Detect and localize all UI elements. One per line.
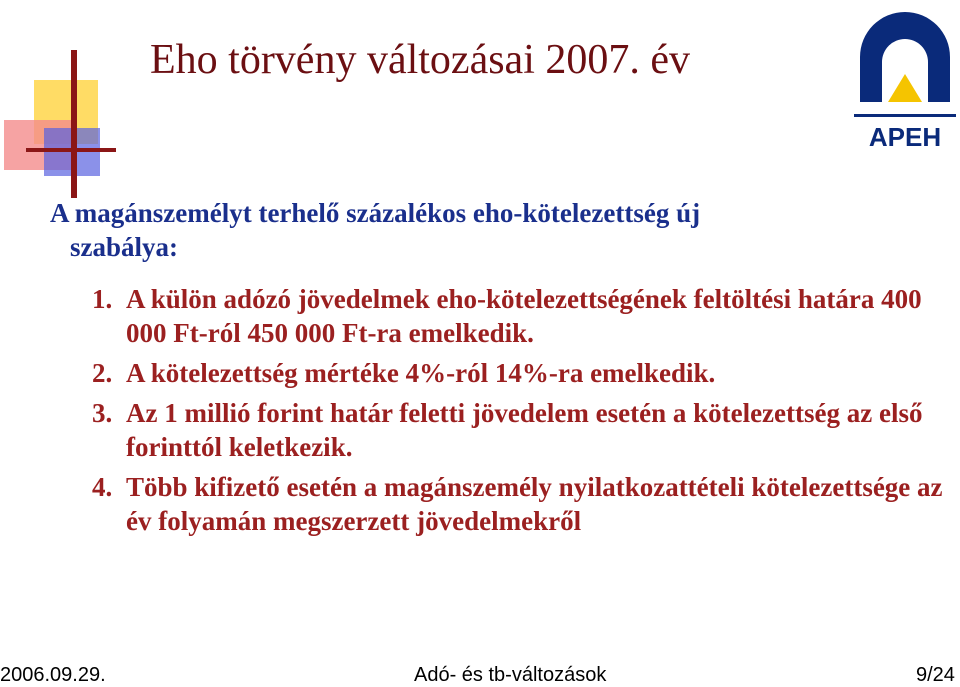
footer-date: 2006.09.29. <box>0 664 106 686</box>
footer-subject: Adó- és tb-változások <box>414 664 607 686</box>
apeh-logo <box>850 2 960 152</box>
list-item-number: 4. <box>92 472 113 502</box>
list-item-text: Az 1 millió forint határ feletti jövedelem esetén a kötelezettség az első forinttól keletkezik. <box>126 398 923 462</box>
logo-underline <box>854 114 956 117</box>
list-item-number: 2. <box>92 358 113 388</box>
list-item-number: 1. <box>92 284 113 314</box>
intro-text <box>50 196 890 264</box>
list-item-text: Több kifizető esetén a magánszemély nyilatkozattételi kötelezettsége az év folyamán megszerzett jövedelmekről <box>126 472 943 536</box>
list-item <box>92 356 952 390</box>
logo-text: APEH <box>868 122 942 152</box>
intro-line-2: szabálya: <box>70 232 178 262</box>
slide-title: Eho törvény változásai 2007. év <box>150 37 691 83</box>
list-item-text: A kötelezettség mértéke 4%-ról 14%-ra emelkedik. <box>126 358 716 388</box>
decor-horizontal-line <box>26 148 116 152</box>
list-item-text: A külön adózó jövedelmek eho-kötelezettségének feltöltési határa 400 000 Ft-ról 450 000 Ft-ra emelkedik. <box>126 284 922 348</box>
list-item <box>92 470 952 538</box>
logo-yellow-mountain <box>888 74 922 102</box>
list-item <box>92 282 952 350</box>
list-item-number: 3. <box>92 398 113 428</box>
list-item <box>92 396 952 464</box>
rules-list <box>92 282 952 544</box>
intro-line-1: A magánszemélyt terhelő százalékos eho-kötelezettség új <box>50 198 701 228</box>
footer-page-number: 9/24 <box>916 664 955 686</box>
decor-vertical-line <box>71 50 77 198</box>
